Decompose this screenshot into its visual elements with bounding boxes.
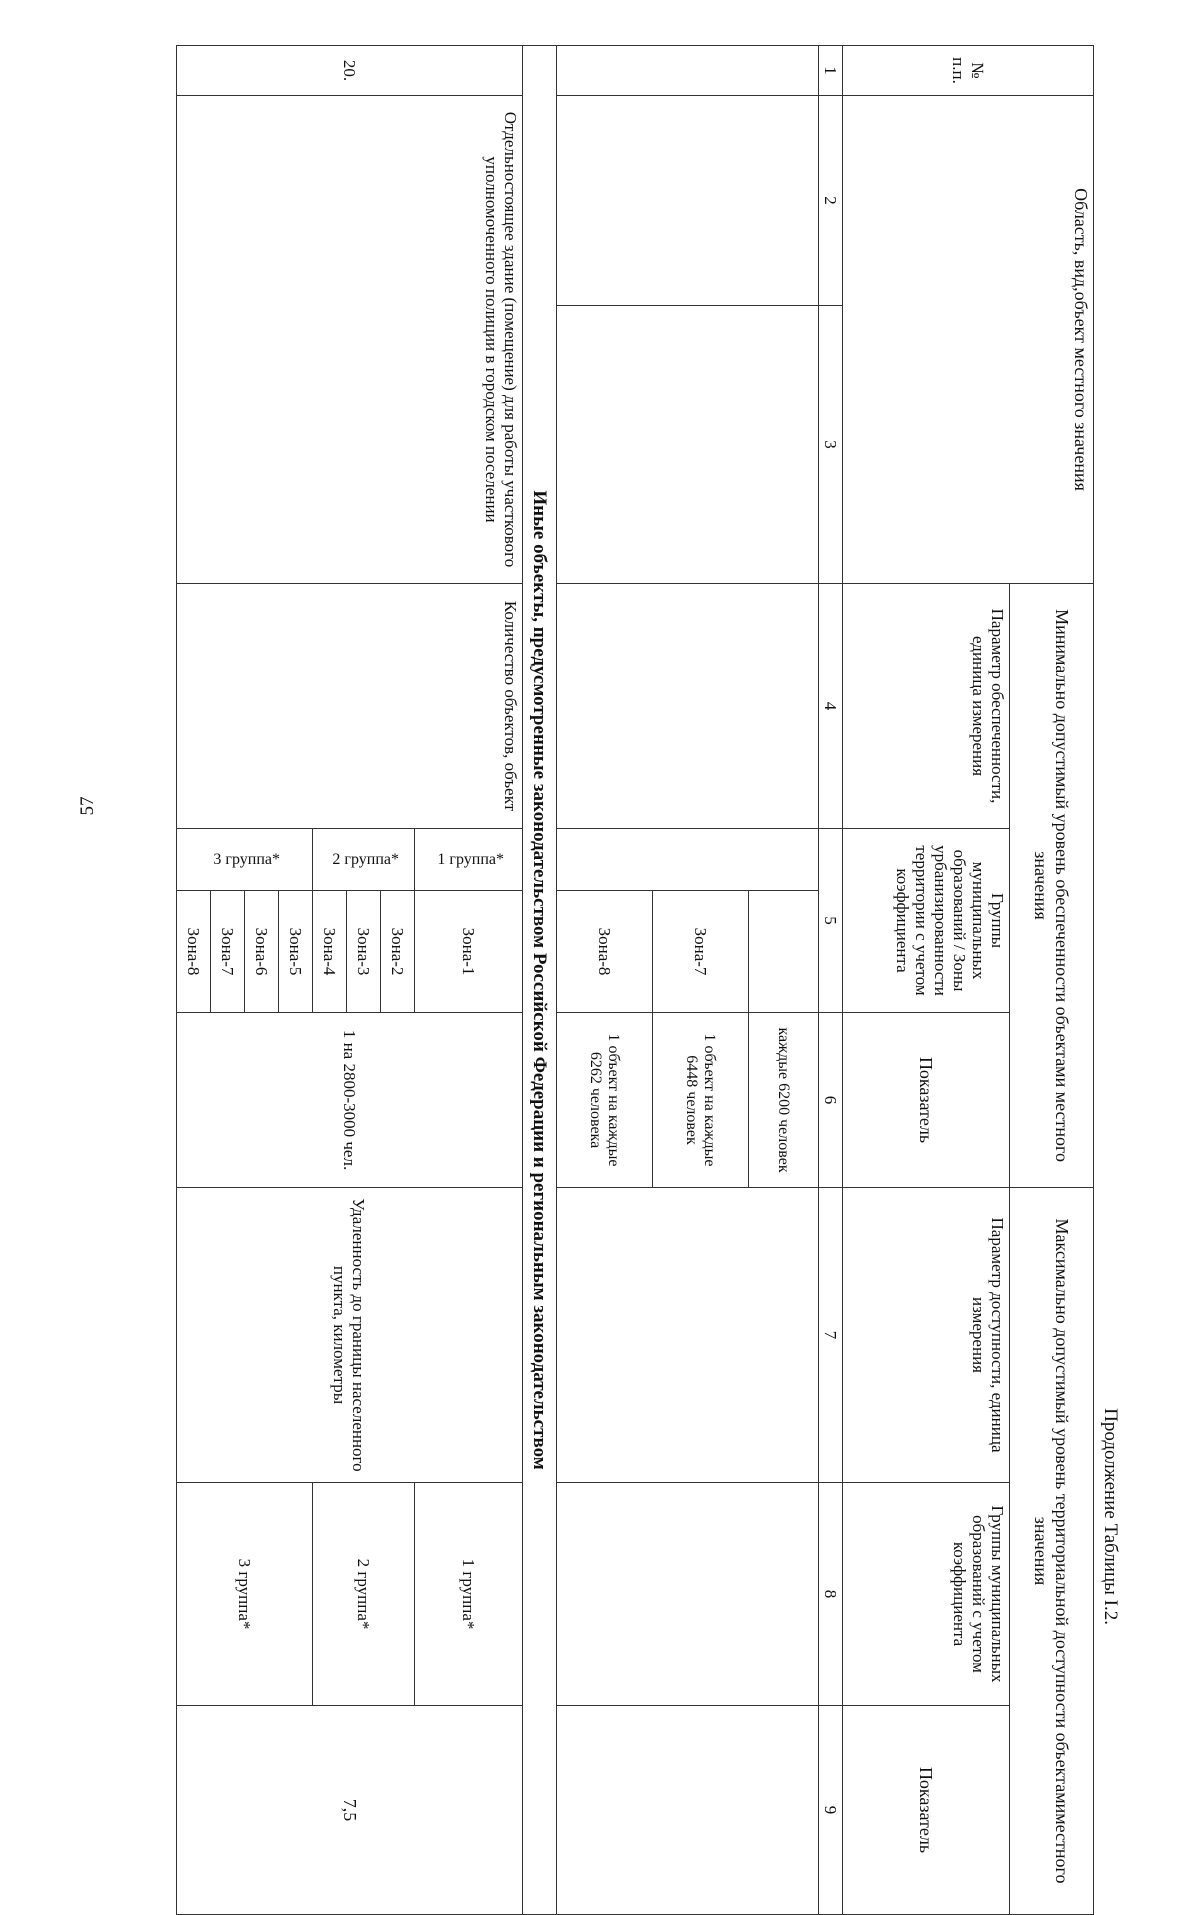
header-min-group: Минимально допустимый уровень обеспеченности объектами местного значения xyxy=(1010,584,1094,1188)
group-1-label xyxy=(415,829,523,891)
prev-cell xyxy=(557,96,819,306)
group-label-text: 3 группа* xyxy=(213,851,280,869)
object-name: Отдельностоящее здание (помещение) для работы участкового уполномоченного полиции в городском поселении xyxy=(177,96,523,584)
prev-zone: Зона-7 xyxy=(653,891,749,1013)
header-area: Область, вид,объект местного значения xyxy=(843,96,1094,584)
header-indicator: Показатель xyxy=(843,1013,1010,1188)
standards-table xyxy=(176,45,1094,1915)
continuation-title: Продолжение Таблицы I.2. xyxy=(1100,1408,1121,1625)
prev-cell xyxy=(557,1706,819,1915)
prev-cell xyxy=(557,1188,819,1483)
group-label-text: 2 группа* xyxy=(332,851,399,869)
zone-cell: Зона-4 xyxy=(313,891,347,1013)
zone-cell: Зона-6 xyxy=(245,891,279,1013)
col-number: 7 xyxy=(819,1188,843,1483)
prev-cell xyxy=(557,46,819,96)
header-row-1 xyxy=(1010,46,1094,1915)
header-max-group: Максимально допустимый уровень территориальной доступности объектамиместного значения xyxy=(1010,1188,1094,1915)
header-groups-zones: Группы муниципальных образований / Зоны урбанизированности территории с учетом коэффициента xyxy=(843,829,1010,1013)
zone-cell: Зона-5 xyxy=(279,891,313,1013)
prev-zone: Зона-8 xyxy=(557,891,653,1013)
zone-cell: Зона-3 xyxy=(347,891,381,1013)
access-group-2: 2 группа* xyxy=(313,1483,415,1706)
prev-cell xyxy=(557,584,819,829)
provision-param: Количество объектов, объект xyxy=(177,584,523,829)
col-number: 1 xyxy=(819,46,843,96)
group-3-label xyxy=(177,829,313,891)
section-title: Иные объекты, предусмотренные законодательством Российской Федерации и региональным законодательством xyxy=(523,46,557,1915)
zone-cell: Зона-1 xyxy=(415,891,523,1013)
section-row xyxy=(523,46,557,1915)
zone-cell: Зона-8 xyxy=(177,891,211,1013)
prev-cell xyxy=(557,306,819,584)
provision-value: 1 на 2800-3000 чел. xyxy=(177,1013,523,1188)
header-param-access: Параметр доступности, единица измерения xyxy=(843,1188,1010,1483)
access-value: 7,5 xyxy=(177,1706,523,1915)
col-number: 8 xyxy=(819,1483,843,1706)
prev-row xyxy=(749,46,819,1915)
access-param: Удаленность до границы населенного пункта, километры xyxy=(177,1188,523,1483)
access-group-1: 1 группа* xyxy=(415,1483,523,1706)
col-number: 5 xyxy=(819,829,843,1013)
header-param-provision: Параметр обеспеченности, единица измерения xyxy=(843,584,1010,829)
column-number-row xyxy=(819,46,843,1915)
col-number: 3 xyxy=(819,306,843,584)
prev-value: каждые 6200 человек xyxy=(749,1013,819,1188)
row-20 xyxy=(415,46,523,1915)
col-number: 2 xyxy=(819,96,843,306)
prev-cell xyxy=(557,829,819,891)
row-number: 20. xyxy=(177,46,523,96)
col-number: 4 xyxy=(819,584,843,829)
header-groups-coef: Группы муниципальных образований с учетом коэффициента xyxy=(843,1483,1010,1706)
header-indicator-2: Показатель xyxy=(843,1706,1010,1915)
access-group-3: 3 группа* xyxy=(177,1483,313,1706)
zone-cell: Зона-2 xyxy=(381,891,415,1013)
page-number: 57 xyxy=(77,796,98,816)
col-number: 9 xyxy=(819,1706,843,1915)
group-label-text: 1 группа* xyxy=(437,851,504,869)
zone-cell: Зона-7 xyxy=(211,891,245,1013)
prev-zone xyxy=(749,891,819,1013)
prev-value: 1 объект на каждые 6448 человек xyxy=(653,1013,749,1188)
rotated-page xyxy=(132,45,1122,1884)
prev-cell xyxy=(557,1483,819,1706)
col-number: 6 xyxy=(819,1013,843,1188)
group-2-label xyxy=(313,829,415,891)
header-num: № п.п. xyxy=(843,46,1094,96)
prev-value: 1 объект на каждые 6262 человека xyxy=(557,1013,653,1188)
